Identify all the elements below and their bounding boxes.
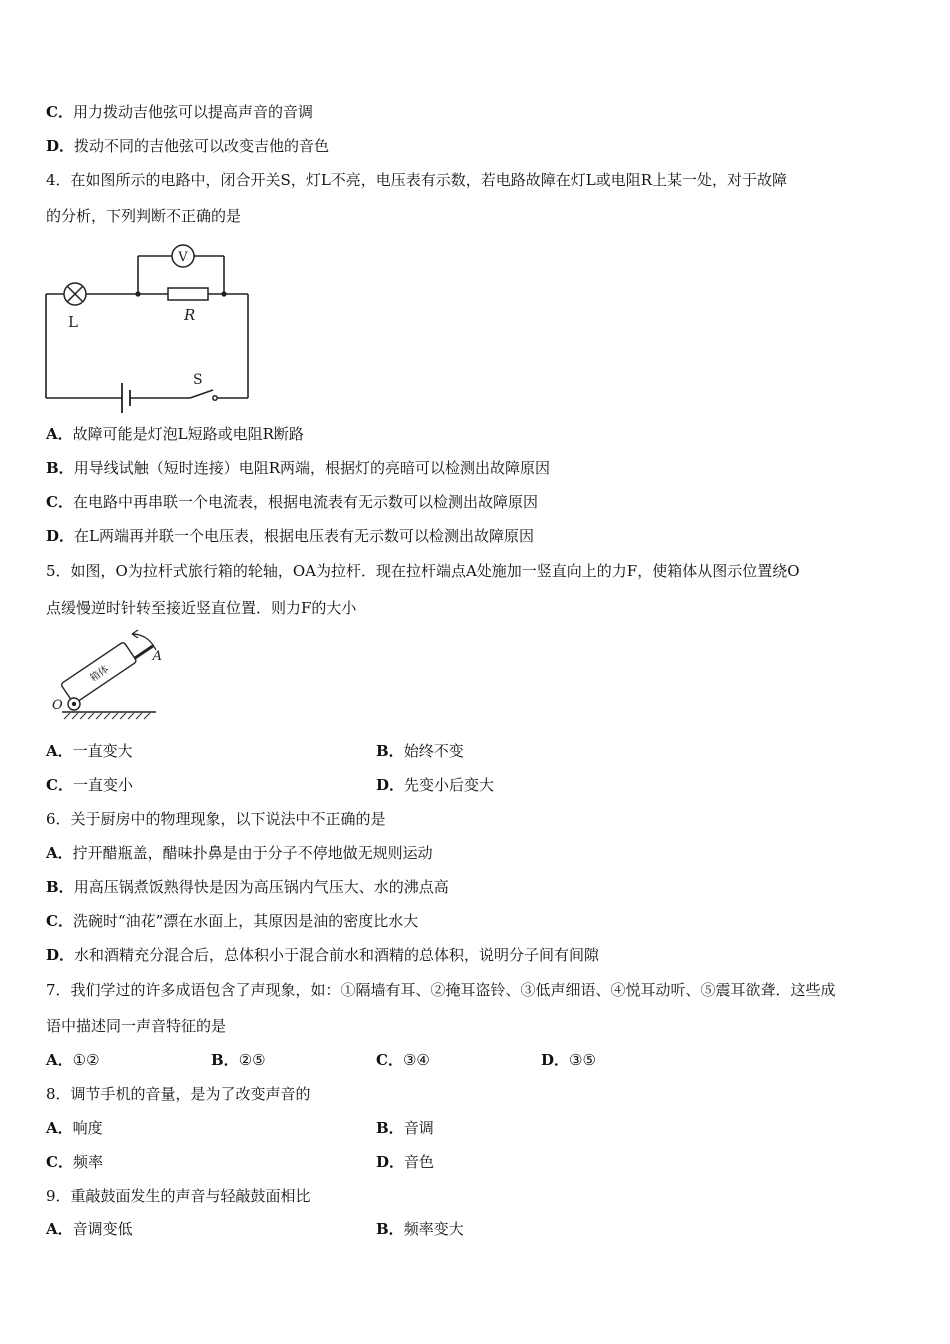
q5-option-b: B．始终不变: [376, 742, 464, 760]
q4-stem-line2: 的分析，下列判断不正确的是: [46, 207, 242, 225]
q6-option-d: D．水和酒精充分混合后，总体积小于混合前水和酒精的总体积，说明分子间有间隙: [46, 946, 600, 964]
q5-option-c: C．一直变小: [46, 776, 133, 794]
lamp-label: L: [68, 313, 78, 331]
switch-symbol: [190, 390, 217, 400]
q6-option-a: A．拧开醋瓶盖，醋味扑鼻是由于分子不停地做无规则运动: [46, 844, 433, 862]
q6-stem: 6．关于厨房中的物理现象，以下说法中不正确的是: [46, 810, 386, 828]
q4-option-c: C．在电路中再串联一个电流表，根据电流表有无示数可以检测出故障原因: [46, 493, 538, 511]
q7-option-a: A．①②: [46, 1051, 100, 1069]
q9-stem: 9．重敲鼓面发生的声音与轻敲鼓面相比: [46, 1187, 311, 1205]
q5-option-d: D．先变小后变大: [376, 776, 495, 794]
q7-stem-line2: 语中描述同一声音特征的是: [46, 1017, 227, 1035]
q8-option-a: A．响度: [46, 1119, 103, 1137]
q8-option-d: D．音色: [376, 1153, 435, 1171]
q9-option-b: B．频率变大: [376, 1220, 464, 1238]
voltmeter-label: V: [178, 250, 188, 265]
suitcase-label: 箱体: [88, 663, 111, 685]
point-o-label: O: [52, 698, 63, 713]
q4-stem-line1: 4．在如图所示的电路中，闭合开关S，灯L不亮，电压表有示数，若电路故障在灯L或电阻R上某一处，对于故障: [46, 171, 788, 189]
suitcase-diagram: [44, 628, 164, 720]
q8-stem: 8．调节手机的音量，是为了改变声音的: [46, 1085, 311, 1103]
q4-option-b: B．用导线试触（短时连接）电阻R两端，根据灯的亮暗可以检测出故障原因: [46, 459, 550, 477]
q7-option-b: B．②⑤: [211, 1051, 266, 1069]
q4-option-d: D．在L两端再并联一个电压表，根据电压表有无示数可以检测出故障原因: [46, 527, 534, 545]
q7-stem-line1: 7．我们学过的许多成语包含了声现象，如：①隔墙有耳、②掩耳盗铃、③低声细语、④悦耳动听、⑤震耳欲聋．这些成: [46, 981, 836, 999]
q6-option-b: B．用高压锅煮饭熟得快是因为高压锅内气压大、水的沸点高: [46, 878, 449, 896]
battery-symbol: [122, 383, 130, 413]
q5-stem-line2: 点缓慢逆时针转至接近竖直位置．则力F的大小: [46, 599, 357, 617]
q8-option-b: B．音调: [376, 1119, 434, 1137]
q6-option-c: C．洗碗时“油花”漂在水面上，其原因是油的密度比水大: [46, 912, 419, 930]
q5-stem-line1: 5．如图，O为拉杆式旅行箱的轮轴，OA为拉杆．现在拉杆端点A处施加一竖直向上的力F，使箱体从图示位置绕O: [46, 562, 800, 580]
q9-option-a: A．音调变低: [46, 1220, 133, 1238]
q7-option-d: D．③⑤: [541, 1051, 596, 1069]
point-a-label: A: [152, 649, 162, 664]
resistor-label: R: [184, 306, 196, 324]
q3-option-d: D．拨动不同的吉他弦可以改变吉他的音色: [46, 137, 330, 155]
q7-option-c: C．③④: [376, 1051, 430, 1069]
resistor-symbol: [168, 288, 208, 300]
q3-option-c: C．用力拨动吉他弦可以提高声音的音调: [46, 103, 313, 121]
lamp-symbol: [64, 283, 86, 305]
q5-option-a: A．一直变大: [46, 742, 133, 760]
q4-option-a: A．故障可能是灯泡L短路或电阻R断路: [46, 425, 304, 443]
q8-option-c: C．频率: [46, 1153, 103, 1171]
switch-label: S: [193, 372, 203, 388]
circuit-diagram: [40, 238, 260, 413]
